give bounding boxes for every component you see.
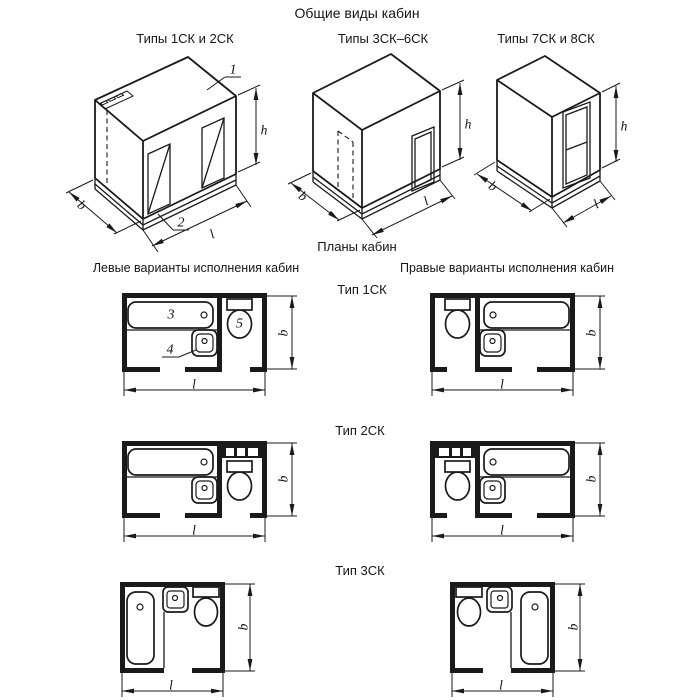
callout-4-number: 4 — [166, 342, 174, 358]
dim-h-label: h — [464, 116, 472, 132]
dim-h-label: h — [620, 118, 628, 134]
page-title: Общие виды кабин — [294, 5, 420, 21]
dimension-h — [238, 85, 268, 172]
dim-b-label: b — [565, 623, 581, 631]
row-label-2sk: Тип 2СК — [335, 423, 385, 438]
iso-view-2-title: Типы 3СК–6СК — [337, 31, 429, 46]
callout-2-number: 2 — [177, 215, 185, 231]
row-label-3sk: Тип 3СК — [335, 563, 385, 578]
callout-1-number: 1 — [229, 62, 237, 78]
iso-view-1-title: Типы 1СК и 2СК — [136, 31, 234, 46]
plan-3sk-right — [450, 582, 585, 697]
row-label-1sk: Тип 1СК — [337, 282, 387, 297]
callout-3-number: 3 — [167, 307, 175, 323]
dim-b-label: b — [295, 187, 311, 205]
plan-geometry — [122, 293, 267, 372]
dim-b-label: b — [235, 623, 251, 631]
column-header-left: Левые варианты исполнения кабин — [92, 261, 300, 275]
plans-section-title: Планы кабин — [317, 239, 397, 254]
callout-4 — [162, 343, 196, 358]
column-header-right: Правые варианты исполнения кабин — [399, 261, 615, 275]
dim-l-label: l — [500, 376, 504, 392]
dim-l-label: l — [499, 677, 503, 693]
dim-b-label: b — [486, 177, 500, 195]
plan-3sk-left — [120, 582, 255, 697]
iso-view-3-title: Типы 7СК и 8СК — [497, 31, 595, 46]
dim-b-label: b — [74, 197, 90, 213]
iso-view-7ck-8ck — [474, 56, 628, 227]
iso-view-1ck-2ck — [66, 57, 268, 252]
plan-geometry — [120, 582, 225, 673]
callout-5-number: 5 — [236, 316, 243, 332]
iso-view-3ck-6ck — [288, 54, 472, 238]
dim-l-label: l — [192, 522, 196, 538]
dim-b-label: b — [583, 475, 599, 483]
dim-b-label: b — [583, 329, 599, 337]
dim-b-label: b — [275, 475, 291, 483]
dimension-h — [442, 80, 472, 167]
dim-l-label: l — [421, 193, 431, 209]
dimension-h — [602, 83, 628, 168]
plan-geometry-mirrored — [450, 582, 555, 673]
plan-2sk-left — [122, 441, 297, 542]
dim-h-label: h — [260, 122, 268, 138]
plan-1sk-right — [430, 293, 605, 396]
callout-2 — [158, 214, 189, 231]
dim-l-label: l — [169, 677, 173, 693]
dim-l-label: l — [500, 522, 504, 538]
plan-geometry — [122, 441, 267, 518]
plan-2sk-right — [430, 441, 605, 542]
dim-b-label: b — [275, 329, 291, 337]
plan-1sk-left — [122, 293, 297, 396]
plan-geometry-mirrored — [430, 441, 575, 518]
plan-geometry-mirrored — [430, 293, 575, 372]
dim-l-label: l — [192, 376, 196, 392]
dim-l-label: l — [590, 196, 602, 212]
dim-l-label: l — [207, 226, 217, 242]
